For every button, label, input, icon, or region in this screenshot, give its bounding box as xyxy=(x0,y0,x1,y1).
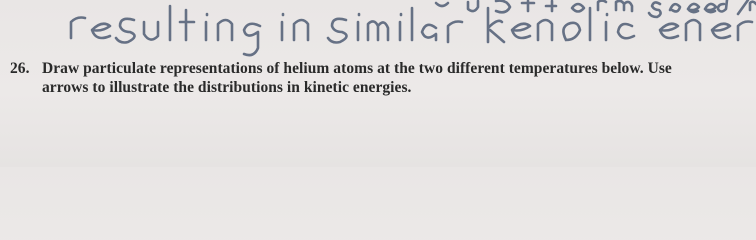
handwritten-annotation xyxy=(0,0,756,60)
question-line-1 xyxy=(10,59,752,78)
question-text-line-1: Draw particulate representations of helium atoms at the two different temperatures below. Use xyxy=(42,60,672,77)
question-number: 26. xyxy=(10,60,30,77)
question-text-line-2: arrows to illustrate the distributions in kinetic energies. xyxy=(42,79,412,96)
question-26 xyxy=(10,59,752,97)
handwriting-drawing xyxy=(0,0,756,60)
